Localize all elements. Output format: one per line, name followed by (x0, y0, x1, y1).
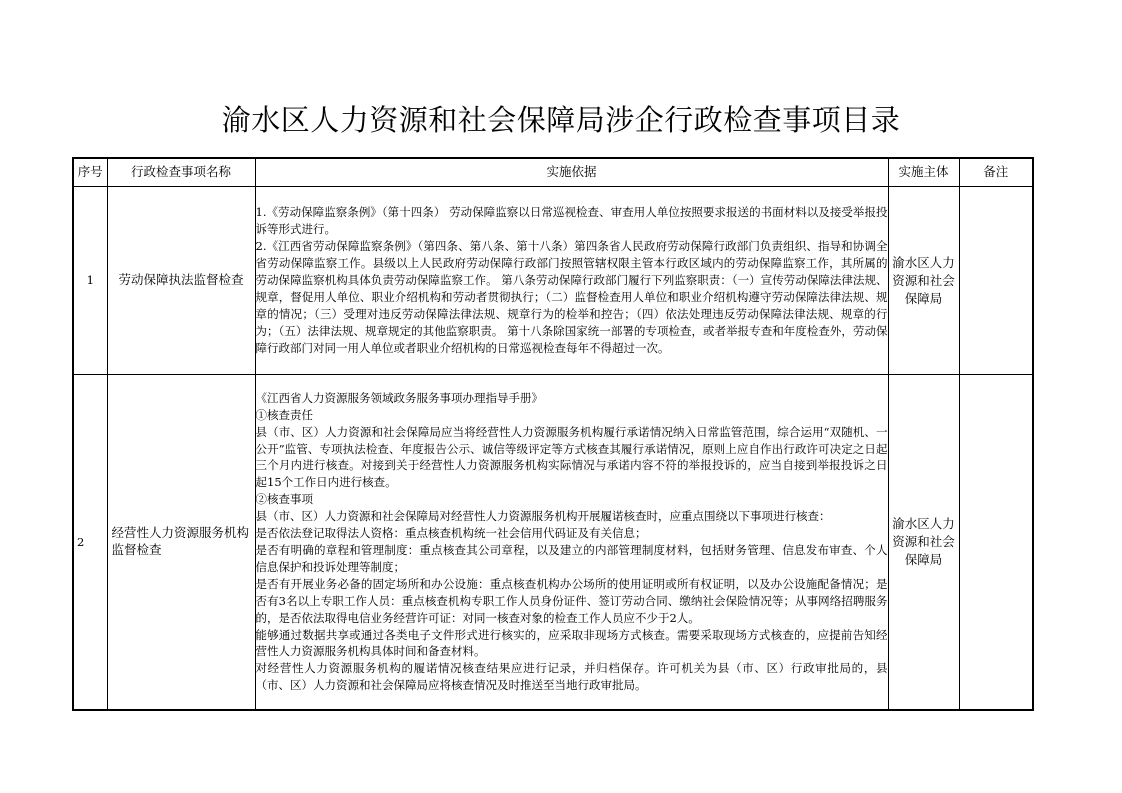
basis-paragraph: 《江西省人力资源服务领域政务服务事项办理指导手册》 (255, 390, 543, 405)
row-note (959, 375, 1033, 711)
row-basis (255, 187, 888, 375)
table-header-row (73, 158, 1033, 187)
header-no: 序号 (73, 158, 107, 187)
header-basis: 实施依据 (255, 158, 888, 187)
row-basis (255, 375, 888, 711)
row-item-name: 劳动保障执法监督检查 (107, 187, 255, 375)
basis-paragraph: 是否依法登记取得法人资格：重点核查机构统一社会信用代码证及有关信息； (255, 526, 647, 541)
header-subject: 实施主体 (888, 158, 959, 187)
row-item-name: 经营性人力资源服务机构监督检查 (107, 375, 255, 711)
basis-paragraph: 能够通过数据共享或通过各类电子文件形式进行核实的，应采取非现场方式核查。需要采取现场方式核查的，应提前告知经营性人力资源服务机构具体时间和备查材料。 (255, 627, 888, 659)
table-row (73, 375, 1033, 711)
document-title: 渝水区人力资源和社会保障局涉企行政检查事项目录 (221, 103, 901, 137)
row-number: 2 (73, 375, 107, 711)
basis-paragraph: ①核查责任 (255, 407, 313, 422)
row-number: 1 (73, 187, 107, 375)
inspection-table (72, 157, 1034, 711)
basis-paragraph: ②核查事项 (255, 492, 313, 507)
table-row (73, 187, 1033, 375)
row-note (959, 187, 1033, 375)
header-note: 备注 (959, 158, 1033, 187)
row-subject: 渝水区人力资源和社会保障局 (888, 187, 959, 375)
basis-paragraph: 1.《劳动保障监察条例》（第十四条） 劳动保障监察以日常巡视检查、审查用人单位按照要求报送的书面材料以及接受举报投诉等形式进行。 (255, 205, 888, 237)
header-name: 行政检查事项名称 (107, 158, 255, 187)
basis-paragraph: 2.《江西省劳动保障监察条例》（第四条、第八条、第十八条）第四条省人民政府劳动保障行政部门负责组织、指导和协调全省劳动保障监察工作。县级以上人民政府劳动保障行政部门按照管辖权限主管本行政区域内的劳动保障监察工作，其所属的劳动保障监察机构具体负责劳动保障监察工作。 第八条劳动保障行政部门履行下列监察职责：（一）宣传劳动保障法律法规、规章，督促用人单位、职业介绍机构和劳动者贯彻执行；（二）监督检查用人单位和职业介绍机构遵守劳动保障法律法规、规章的情况；（三）受理对违反劳动保障法律法规、规章行为的检举和控告；（四）依法处理违反劳动保障法律法规、规章的行为；（五）法律法规、规章规定的其他监察职责。 第十八条除国家统一部署的专项检查，或者举报专查和年度检查外，劳动保障行政部门对同一用人单位或者职业介绍机构的日常巡视检查每年不得超过一次。 (255, 239, 888, 355)
basis-paragraph: 是否有开展业务必备的固定场所和办公设施：重点核查机构办公场所的使用证明或所有权证明，以及办公设施配备情况；是否有3名以上专职工作人员：重点核查机构专职工作人员身份证件、签订劳动合同、缴纳社会保险情况等；从事网络招聘服务的，是否依法取得电信业务经营许可证：对同一核查对象的检查工作人员应不少于2人。 (255, 576, 888, 625)
basis-paragraph: 对经营性人力资源服务机构的履诺情况核查结果应进行记录，并归档保存。许可机关为县（市、区）行政审批局的，县（市、区）人力资源和社会保障局应将核查情况及时推送至当地行政审批局。 (255, 661, 888, 693)
basis-paragraph: 县（市、区）人力资源和社会保障局应当将经营性人力资源服务机构履行承诺情况纳入日常监管范围，综合运用“双随机、一公开”监管、专项执法检查、年度报告公示、诚信等级评定等方式核查其履行承诺情况，原则上应自作出行政许可决定之日起三个月内进行核查。对接到关于经营性人力资源服务机构实际情况与承诺内容不符的举报投诉的，应当自接到举报投诉之日起15个工作日内进行核查。 (255, 424, 888, 490)
basis-paragraph: 县（市、区）人力资源和社会保障局对经营性人力资源服务机构开展履诺核查时，应重点围绕以下事项进行核查： (255, 509, 831, 524)
row-subject: 渝水区人力资源和社会保障局 (888, 375, 959, 711)
basis-paragraph: 是否有明确的章程和管理制度：重点核查其公司章程，以及建立的内部管理制度材料，包括财务管理、信息发布审查、个人信息保护和投诉处理等制度； (255, 543, 888, 574)
